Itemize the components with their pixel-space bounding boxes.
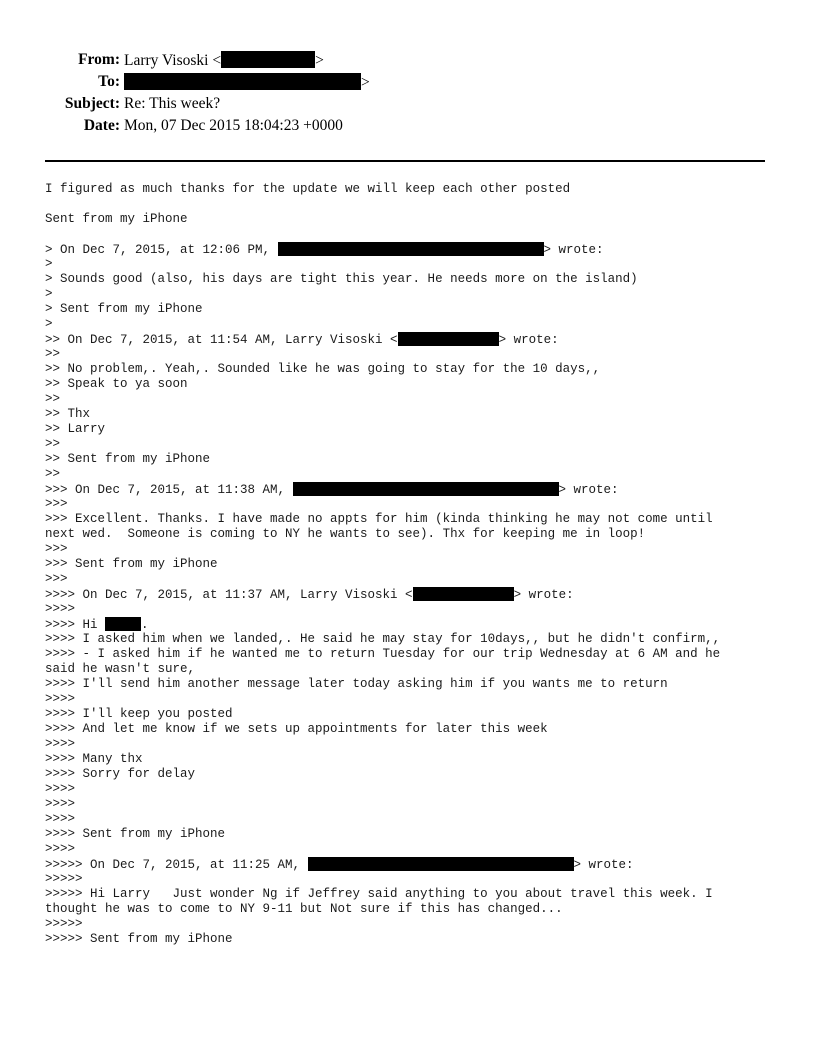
body-line: >> No problem,. Yeah,. Sounded like he was going to stay for the 10 days,, — [45, 362, 601, 376]
from-row — [0, 51, 816, 73]
body-line: >> — [45, 347, 61, 361]
body-line: >>>> — [45, 812, 76, 826]
body-line: >>>> And let me know if we sets up appointments for later this week — [45, 722, 548, 736]
redaction-bar — [413, 587, 514, 601]
body-line: >>>> I asked him when we landed,. He said he may stay for 10days,, but he didn't confirm,, — [45, 632, 721, 646]
body-line: >>>> Sent from my iPhone — [45, 827, 226, 841]
body-line: >>>>> — [45, 917, 83, 931]
body-line: >>> — [45, 542, 68, 556]
redaction-bar — [105, 617, 141, 631]
email-header — [0, 51, 816, 139]
subject-label: Subject: — [64, 95, 120, 112]
body-line: >> Thx — [45, 407, 91, 421]
body-line: > — [45, 257, 53, 271]
body-line: >>>> Sorry for delay — [45, 767, 196, 781]
body-line: >>>> On Dec 7, 2015, at 11:37 AM, Larry Visoski < > wrote: — [45, 588, 574, 602]
subject-row — [0, 95, 816, 117]
body-line: >>>> Many thx — [45, 752, 143, 766]
body-line: >>> — [45, 572, 68, 586]
to-label: To: — [98, 73, 120, 90]
body-line: next wed. Someone is coming to NY he wants to see). Thx for keeping me in loop! — [45, 527, 646, 541]
redaction-bar — [221, 51, 315, 68]
body-line: >> Speak to ya soon — [45, 377, 188, 391]
subject-value: Re: This week? — [124, 95, 221, 112]
body-line: >>> — [45, 497, 68, 511]
body-line: >>>>> Hi Larry Just wonder Ng if Jeffrey said anything to you about travel this week. I — [45, 887, 713, 901]
redaction-bar — [278, 242, 544, 256]
body-line: > Sounds good (also, his days are tight this year. He needs more on the island) — [45, 272, 638, 286]
header-divider — [45, 160, 765, 162]
date-row — [0, 117, 816, 139]
body-line: >>>> — [45, 782, 76, 796]
body-line: >>>> - I asked him if he wanted me to return Tuesday for our trip Wednesday at 6 AM and he — [45, 647, 721, 661]
body-line: > Sent from my iPhone — [45, 302, 203, 316]
body-line: >>>>> Sent from my iPhone — [45, 932, 233, 946]
body-line: >> Sent from my iPhone — [45, 452, 211, 466]
redaction-bar — [293, 482, 559, 496]
body-line: >>>> — [45, 797, 76, 811]
body-line: >>>> I'll send him another message later today asking him if you wants me to return — [45, 677, 668, 691]
body-line: >>>> I'll keep you posted — [45, 707, 233, 721]
to-row — [0, 73, 816, 95]
from-value: Larry Visoski < > — [124, 52, 324, 69]
body-line: > — [45, 317, 53, 331]
body-line: >>>> — [45, 842, 76, 856]
body-line: Sent from my iPhone — [45, 212, 188, 226]
email-body — [45, 182, 775, 947]
date-label: Date: — [83, 117, 120, 134]
body-line: >>>> — [45, 692, 76, 706]
body-line: I figured as much thanks for the update we will keep each other posted — [45, 182, 571, 196]
redaction-bar — [398, 332, 499, 346]
body-line: thought he was to come to NY 9-11 but Not sure if this has changed... — [45, 902, 563, 916]
body-line: >>>> — [45, 602, 76, 616]
body-line: >> — [45, 467, 61, 481]
body-line: said he wasn't sure, — [45, 662, 196, 676]
from-name: Larry Visoski < — [124, 52, 222, 69]
redaction-bar — [124, 73, 361, 90]
body-line: >> — [45, 437, 61, 451]
body-line: >>> Excellent. Thanks. I have made no appts for him (kinda thinking he may not come until — [45, 512, 713, 526]
body-line: > On Dec 7, 2015, at 12:06 PM, > wrote: — [45, 243, 604, 257]
body-line: >>>> Hi . — [45, 618, 149, 632]
body-line: > — [45, 287, 53, 301]
body-line: >>> On Dec 7, 2015, at 11:38 AM, > wrote: — [45, 483, 619, 497]
date-value: Mon, 07 Dec 2015 18:04:23 +0000 — [124, 117, 343, 134]
body-line: >> — [45, 392, 61, 406]
redaction-bar — [308, 857, 574, 871]
body-line: >>> Sent from my iPhone — [45, 557, 218, 571]
to-value: > — [124, 73, 370, 92]
body-line: >>>> — [45, 737, 76, 751]
body-line: >> Larry — [45, 422, 106, 436]
body-line: >>>>> — [45, 872, 83, 886]
body-line: >> On Dec 7, 2015, at 11:54 AM, Larry Visoski < > wrote: — [45, 333, 559, 347]
from-label: From: — [78, 51, 120, 68]
body-line: >>>>> On Dec 7, 2015, at 11:25 AM, > wrote: — [45, 858, 634, 872]
